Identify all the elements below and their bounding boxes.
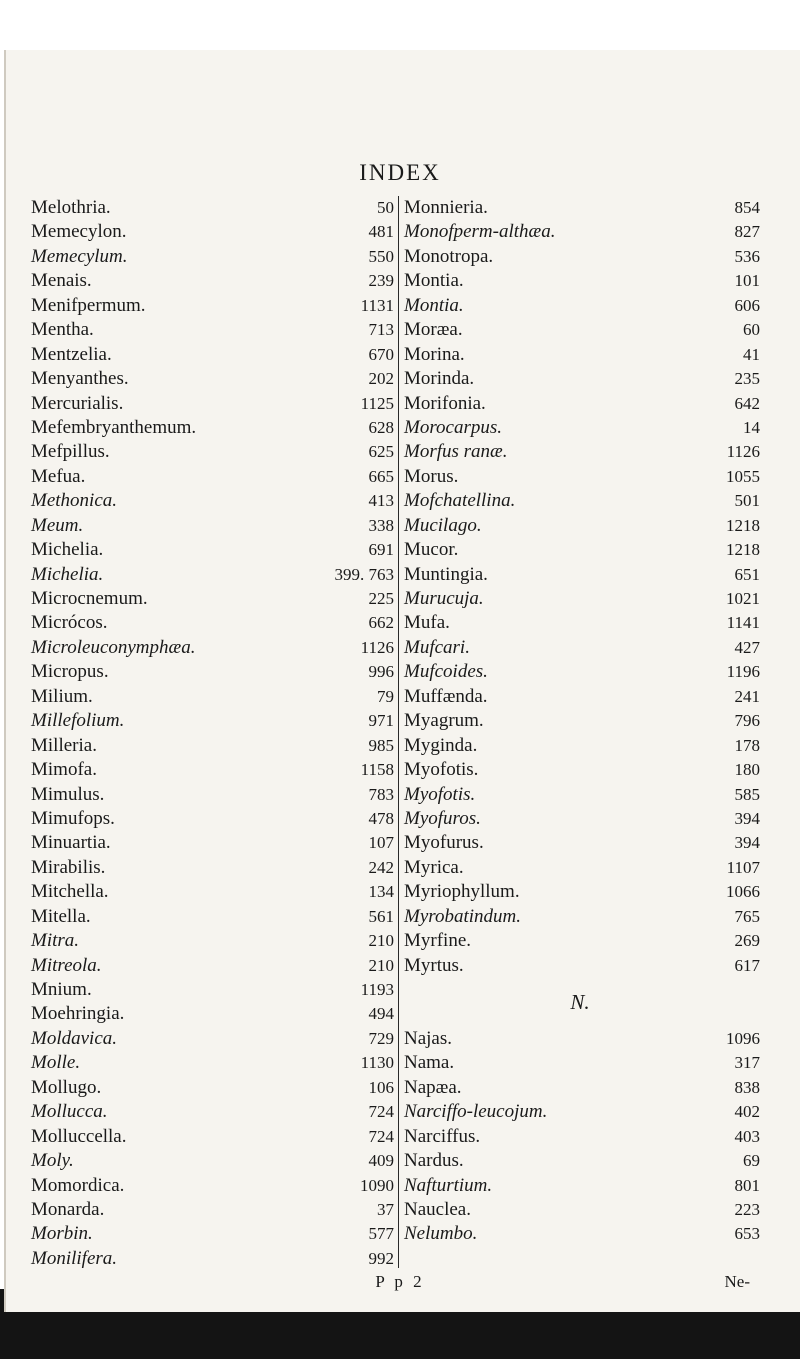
entry-page-number: 37 — [377, 1199, 394, 1219]
entry-name: Mercurialis. — [31, 392, 124, 414]
index-entry — [28, 1198, 398, 1222]
index-entry — [28, 563, 398, 587]
entry-name: Morbin. — [31, 1223, 93, 1245]
entry-page-number: 41 — [743, 344, 760, 364]
entry-name: Mnium. — [31, 979, 92, 1000]
index-entry — [28, 1002, 398, 1026]
entry-name: Mucilago. — [404, 514, 482, 536]
index-entry — [400, 636, 760, 660]
index-entry — [400, 538, 760, 562]
entry-page-number: 427 — [734, 637, 760, 657]
entry-name: Mimofa. — [31, 759, 97, 781]
index-entry — [28, 905, 398, 929]
index-entry — [28, 880, 398, 904]
entry-name: Nafturtium. — [404, 1174, 493, 1196]
entry-page-number: 394 — [734, 833, 760, 853]
index-entry — [400, 1027, 760, 1051]
entry-page-number: 478 — [368, 808, 394, 828]
entry-page-number: 1090 — [360, 1175, 394, 1195]
entry-name: Mufcoides. — [404, 661, 488, 683]
entry-page-number: 242 — [368, 857, 394, 877]
entry-name: Monnieria. — [404, 197, 488, 218]
index-entry — [28, 1027, 398, 1051]
index-entry — [400, 563, 760, 587]
entry-name: Myofotis. — [404, 759, 479, 781]
index-entry — [28, 440, 398, 464]
entry-name: Methonica. — [31, 490, 118, 512]
index-entry — [400, 294, 760, 318]
index-entry — [28, 416, 398, 440]
index-entry — [28, 807, 398, 831]
entry-name: Mitreola. — [31, 954, 102, 976]
index-entry — [400, 709, 760, 733]
entry-page-number: 985 — [368, 735, 394, 755]
entry-name: Mollugo. — [31, 1076, 102, 1098]
index-entry — [28, 954, 398, 978]
entry-name: Mitra. — [31, 930, 80, 952]
index-entry — [400, 1149, 760, 1173]
entry-page-number: 14 — [743, 417, 760, 437]
entry-page-number: 971 — [368, 711, 394, 731]
entry-page-number: 60 — [743, 320, 760, 340]
entry-page-number: 235 — [734, 369, 760, 389]
entry-name: Myriophyllum. — [404, 881, 520, 903]
entry-name: Narciffus. — [404, 1125, 481, 1147]
entry-page-number: 239 — [368, 271, 394, 291]
index-entry — [400, 1222, 760, 1246]
index-entry — [400, 440, 760, 464]
catchword: Ne- — [724, 1271, 750, 1291]
entry-page-number: 670 — [368, 344, 394, 364]
entry-name: Morfus ranæ. — [404, 441, 508, 463]
entry-page-number: 225 — [368, 589, 394, 608]
right-column — [400, 196, 760, 1247]
entry-page-number: 403 — [734, 1126, 760, 1146]
index-entry — [28, 220, 398, 244]
entry-name: Molle. — [31, 1052, 81, 1074]
index-entry — [400, 929, 760, 953]
entry-page-number: 838 — [734, 1077, 760, 1097]
index-entry — [28, 660, 398, 684]
entry-name: Mimulus. — [31, 783, 105, 805]
entry-page-number: 1218 — [726, 540, 760, 560]
entry-name: Micropus. — [31, 661, 109, 683]
entry-page-number: 765 — [734, 906, 760, 926]
entry-page-number: 69 — [743, 1151, 760, 1171]
entry-name: Molluccella. — [31, 1125, 127, 1147]
left-column — [28, 196, 399, 1268]
entry-page-number: 1193 — [360, 980, 394, 999]
entry-page-number: 1066 — [726, 882, 760, 902]
entry-page-number: 134 — [368, 882, 394, 902]
entry-page-number: 606 — [734, 295, 760, 315]
entry-name: Myagrum. — [404, 710, 484, 732]
entry-name: Morinda. — [404, 368, 475, 390]
index-entry — [400, 318, 760, 342]
index-entry — [400, 611, 760, 635]
entry-name: Mefpillus. — [31, 441, 110, 463]
entry-page-number: 1107 — [726, 857, 760, 877]
entry-page-number: 724 — [368, 1102, 394, 1122]
entry-name: Menifpermum. — [31, 294, 146, 316]
index-entry — [400, 1125, 760, 1149]
entry-name: Michelia. — [31, 563, 104, 585]
index-entry — [28, 196, 398, 220]
entry-name: Myofuros. — [404, 807, 481, 829]
index-entry — [400, 245, 760, 269]
index-entry — [400, 367, 760, 391]
entry-page-number: 729 — [368, 1028, 394, 1048]
entry-page-number: 783 — [368, 784, 394, 804]
entry-page-number: 178 — [734, 735, 760, 755]
entry-name: Nama. — [404, 1052, 455, 1074]
entry-name: Meum. — [31, 514, 84, 536]
entry-name: Morocarpus. — [404, 416, 502, 438]
index-entry — [28, 367, 398, 391]
index-entry — [28, 978, 398, 1002]
index-entry — [400, 489, 760, 513]
entry-page-number: 992 — [368, 1248, 394, 1268]
entry-page-number: 662 — [368, 613, 394, 633]
index-entry — [28, 734, 398, 758]
entry-page-number: 399. 763 — [334, 564, 394, 584]
index-entry — [28, 294, 398, 318]
entry-name: Mitchella. — [31, 881, 109, 903]
index-entry — [28, 831, 398, 855]
index-entry — [28, 1149, 398, 1173]
entry-name: Milleria. — [31, 734, 97, 756]
index-entry — [400, 685, 760, 709]
entry-page-number: 481 — [368, 222, 394, 242]
entry-name: Mefua. — [31, 465, 86, 487]
entry-name: Moly. — [31, 1150, 74, 1172]
index-entry — [400, 587, 760, 611]
entry-page-number: 691 — [368, 540, 394, 560]
index-entry — [28, 611, 398, 635]
index-entry — [28, 783, 398, 807]
entry-page-number: 338 — [368, 515, 394, 535]
entry-name: Momordica. — [31, 1174, 125, 1196]
entry-name: Mentha. — [31, 319, 94, 341]
entry-page-number: 713 — [368, 320, 394, 340]
index-entry — [28, 1174, 398, 1198]
entry-page-number: 394 — [734, 808, 760, 828]
index-entry — [400, 807, 760, 831]
index-entry — [400, 465, 760, 489]
entry-page-number: 79 — [377, 686, 394, 706]
index-entry — [400, 734, 760, 758]
entry-name: Michelia. — [31, 539, 104, 561]
entry-page-number: 210 — [368, 955, 394, 975]
entry-page-number: 1126 — [360, 637, 394, 657]
index-entry — [28, 856, 398, 880]
index-entry — [28, 1076, 398, 1100]
entry-name: Nauclea. — [404, 1198, 471, 1220]
entry-page-number: 617 — [734, 955, 760, 975]
index-entry — [28, 514, 398, 538]
entry-page-number: 1131 — [360, 295, 394, 315]
entry-name: Micrócos. — [31, 612, 108, 634]
entry-name: Murucuja. — [404, 588, 484, 609]
entry-page-number: 223 — [734, 1199, 760, 1219]
entry-name: Myrtus. — [404, 954, 464, 976]
entry-name: Myofurus. — [404, 832, 484, 854]
entry-name: Monofperm-althæa. — [404, 221, 556, 243]
entry-name: Mimufops. — [31, 807, 115, 829]
index-entry — [400, 514, 760, 538]
entry-name: Monilifera. — [31, 1247, 118, 1269]
entry-page-number: 202 — [368, 369, 394, 389]
index-entry — [400, 1198, 760, 1222]
entry-page-number: 1130 — [360, 1053, 394, 1073]
index-entry — [400, 758, 760, 782]
entry-page-number: 1218 — [726, 515, 760, 535]
index-entry — [28, 1222, 398, 1246]
entry-page-number: 827 — [734, 222, 760, 242]
index-entry — [28, 1051, 398, 1075]
entry-name: Mentzelia. — [31, 343, 112, 365]
entry-page-number: 801 — [734, 1175, 760, 1195]
entry-name: Microleuconymphæa. — [31, 636, 196, 658]
index-entry — [28, 392, 398, 416]
index-entry — [400, 392, 760, 416]
signature-mark: P p 2 — [375, 1271, 425, 1291]
entry-name: Mollucca. — [31, 1101, 108, 1123]
index-entry — [400, 1051, 760, 1075]
entry-page-number: 107 — [368, 833, 394, 853]
entry-page-number: 409 — [368, 1151, 394, 1171]
entry-page-number: 1158 — [360, 760, 394, 780]
entry-page-number: 269 — [734, 931, 760, 951]
index-entry — [400, 220, 760, 244]
index-entry — [28, 709, 398, 733]
index-entry — [400, 269, 760, 293]
entry-name: Memecylum. — [31, 245, 128, 267]
entry-name: Montia. — [404, 294, 464, 316]
entry-name: Mufcari. — [404, 636, 470, 658]
entry-name: Mefembryanthemum. — [31, 416, 197, 438]
entry-name: Moræa. — [404, 319, 463, 341]
index-entry — [28, 1125, 398, 1149]
index-entry — [400, 196, 760, 220]
index-entry — [400, 831, 760, 855]
index-entry — [400, 783, 760, 807]
entry-page-number: 501 — [734, 491, 760, 511]
entry-page-number: 561 — [368, 906, 394, 926]
entry-page-number: 101 — [734, 271, 760, 291]
entry-name: Minuartia. — [31, 832, 111, 854]
index-entry — [28, 636, 398, 660]
entry-page-number: 577 — [368, 1224, 394, 1244]
entry-page-number: 1126 — [726, 442, 760, 462]
entry-name: Myrfine. — [404, 930, 472, 952]
entry-page-number: 665 — [368, 466, 394, 486]
entry-page-number: 210 — [368, 931, 394, 951]
entry-page-number: 413 — [368, 491, 394, 511]
entry-name: Muffænda. — [404, 685, 488, 707]
entry-name: Millefolium. — [31, 710, 125, 732]
entry-name: Najas. — [404, 1027, 453, 1049]
entry-name: Mofchatellina. — [404, 490, 516, 512]
entry-name: Morifonia. — [404, 392, 486, 414]
entry-name: Monotropa. — [404, 245, 494, 267]
entry-page-number: 642 — [734, 393, 760, 413]
entry-name: Morus. — [404, 465, 459, 487]
entry-page-number: 796 — [734, 711, 760, 731]
index-entry — [28, 465, 398, 489]
entry-page-number: 1096 — [726, 1028, 760, 1048]
index-entry — [28, 929, 398, 953]
index-entry — [28, 245, 398, 269]
entry-page-number: 317 — [734, 1053, 760, 1073]
section-letter: N. — [570, 990, 590, 1014]
index-entry — [28, 489, 398, 513]
index-entry — [400, 1174, 760, 1198]
entry-name: Menais. — [31, 270, 92, 292]
entry-name: Mufa. — [404, 612, 450, 634]
entry-page-number: 402 — [734, 1102, 760, 1122]
index-entry — [400, 660, 760, 684]
entry-page-number: 180 — [734, 760, 760, 780]
entry-name: Nelumbo. — [404, 1223, 478, 1245]
entry-name: Monarda. — [31, 1198, 105, 1220]
index-entry — [400, 954, 760, 978]
entry-name: Myginda. — [404, 734, 478, 756]
index-entry — [28, 1100, 398, 1124]
entry-page-number: 628 — [368, 417, 394, 437]
page-title: INDEX — [359, 160, 441, 185]
index-entry — [400, 880, 760, 904]
entry-name: Mirabilis. — [31, 856, 106, 878]
index-entry — [28, 538, 398, 562]
entry-name: Muntingia. — [404, 563, 488, 585]
entry-name: Mitella. — [31, 905, 91, 927]
index-entry — [400, 1076, 760, 1100]
entry-page-number: 106 — [368, 1077, 394, 1097]
entry-name: Mucor. — [404, 539, 459, 561]
entry-name: Moehringia. — [31, 1003, 125, 1025]
entry-page-number: 1055 — [726, 466, 760, 486]
entry-name: Napæa. — [404, 1076, 462, 1098]
entry-page-number: 996 — [368, 662, 394, 682]
index-entry — [400, 416, 760, 440]
index-entry — [28, 758, 398, 782]
entry-page-number: 724 — [368, 1126, 394, 1146]
index-entry — [400, 905, 760, 929]
entry-page-number: 241 — [734, 686, 760, 706]
index-entry — [400, 343, 760, 367]
index-entry — [28, 1247, 398, 1271]
entry-page-number: 585 — [734, 784, 760, 804]
entry-name: Morina. — [404, 343, 465, 365]
entry-page-number: 1021 — [726, 589, 760, 608]
entry-page-number: 625 — [368, 442, 394, 462]
entry-page-number: 536 — [734, 246, 760, 266]
entry-page-number: 1196 — [726, 662, 760, 682]
index-entry — [400, 1100, 760, 1124]
entry-page-number: 494 — [368, 1004, 394, 1024]
entry-name: Myrica. — [404, 856, 464, 878]
entry-name: Microcnemum. — [31, 588, 148, 609]
entry-page-number: 550 — [368, 246, 394, 266]
entry-page-number: 1125 — [360, 393, 394, 413]
entry-name: Menyanthes. — [31, 368, 129, 390]
index-entry — [28, 685, 398, 709]
index-entry — [28, 318, 398, 342]
index-entry — [28, 343, 398, 367]
entry-name: Myofotis. — [404, 783, 476, 805]
entry-name: Narciffo-leucojum. — [404, 1101, 548, 1123]
entry-page-number: 854 — [734, 198, 760, 217]
entry-name: Myrobatindum. — [404, 905, 521, 927]
entry-name: Memecylon. — [31, 221, 127, 243]
entry-name: Moldavica. — [31, 1027, 118, 1049]
entry-page-number: 1141 — [726, 613, 760, 633]
index-entry — [400, 856, 760, 880]
entry-name: Nardus. — [404, 1150, 464, 1172]
entry-name: Milium. — [31, 685, 93, 707]
entry-page-number: 653 — [734, 1224, 760, 1244]
entry-page-number: 651 — [734, 564, 760, 584]
index-entry — [28, 587, 398, 611]
entry-name: Melothria. — [31, 197, 111, 218]
entry-name: Montia. — [404, 270, 464, 292]
index-entry — [28, 269, 398, 293]
entry-page-number: 50 — [377, 198, 394, 217]
